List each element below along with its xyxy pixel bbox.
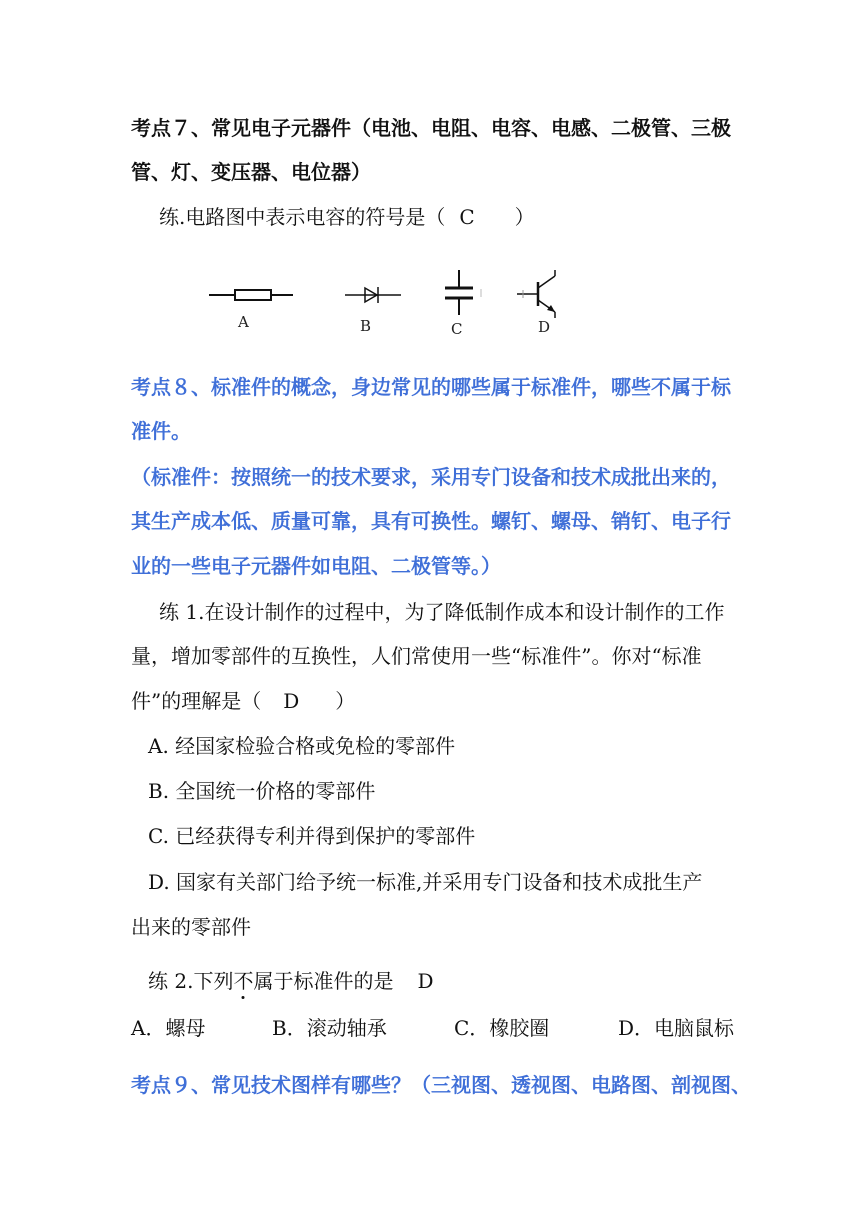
resistor-symbol-icon — [209, 290, 293, 300]
q1-line2: 量，增加零部件的互换性，人们常使用一些“标准件”。你对“标准 — [131, 644, 702, 668]
q2-question-pre: 练 2.下列 — [148, 969, 234, 993]
q2-option-b: B．滚动轴承 — [272, 1016, 387, 1040]
diode-symbol-icon — [345, 287, 401, 303]
symbol-label-c: C — [451, 320, 463, 338]
k8-heading-line2: 准件。 — [131, 419, 191, 443]
q2-option-c: C．橡胶圈 — [454, 1016, 550, 1040]
q2-question — [148, 967, 434, 995]
capacitor-symbol-icon — [445, 270, 481, 315]
symbol-label-d: D — [538, 318, 551, 336]
q1-option-d-continued: 出来的零部件 — [131, 915, 251, 939]
capacitor-question-answer: C — [459, 205, 475, 229]
symbol-label-b: B — [360, 317, 372, 335]
q1-answer: D — [283, 689, 300, 713]
q1-line1: 练 1.在设计制作的过程中，为了降低制作成本和设计制作的工作 — [159, 600, 725, 624]
k8-definition-line3: 业的一些电子元器件如电阻、二极管等。） — [131, 554, 501, 578]
k8-definition-line1: （标准件：按照统一的技术要求，采用专门设备和技术成批出来的， — [131, 465, 731, 489]
q1-option-d: D. 国家有关部门给予统一标准,并采用专门设备和技术成批生产 — [148, 870, 703, 894]
capacitor-question — [159, 203, 535, 231]
k7-heading-line1: 考点７、常见电子元器件（电池、电阻、电容、电感、二极管、三极 — [131, 116, 731, 140]
q1-line3-text: 件”的理解是（ — [131, 689, 262, 713]
q2-answer: D — [417, 969, 434, 993]
k8-definition-line2: 其生产成本低、质量可靠，具有可换性。螺钉、螺母、销钉、电子行 — [131, 509, 731, 533]
q1-line3 — [131, 687, 355, 715]
q2-option-d: D．电脑鼠标 — [618, 1016, 735, 1040]
k8-heading-line1: 考点８、标准件的概念，身边常见的哪些属于标准件，哪些不属于标 — [131, 375, 731, 399]
k7-heading-line2: 管、灯、变压器、电位器） — [131, 160, 371, 184]
transistor-symbol-icon — [517, 270, 555, 318]
capacitor-question-close: ） — [514, 205, 535, 229]
q2-question-emphasis: 不 — [233, 969, 254, 993]
q1-close: ） — [335, 689, 356, 713]
symbol-label-a: A — [238, 313, 249, 331]
q1-option-a: A. 经国家检验合格或免检的零部件 — [148, 734, 456, 758]
q1-option-c: C. 已经获得专利并得到保护的零部件 — [148, 824, 476, 848]
k9-heading-line1: 考点９、常见技术图样有哪些？（三视图、透视图、电路图、剖视图、 — [131, 1073, 751, 1097]
q2-option-a: A．螺母 — [131, 1016, 206, 1040]
capacitor-question-text: 练.电路图中表示电容的符号是（ — [159, 205, 446, 229]
q2-question-post: 属于标准件的是 — [253, 969, 394, 993]
q1-option-b: B. 全国统一价格的零部件 — [148, 779, 376, 803]
